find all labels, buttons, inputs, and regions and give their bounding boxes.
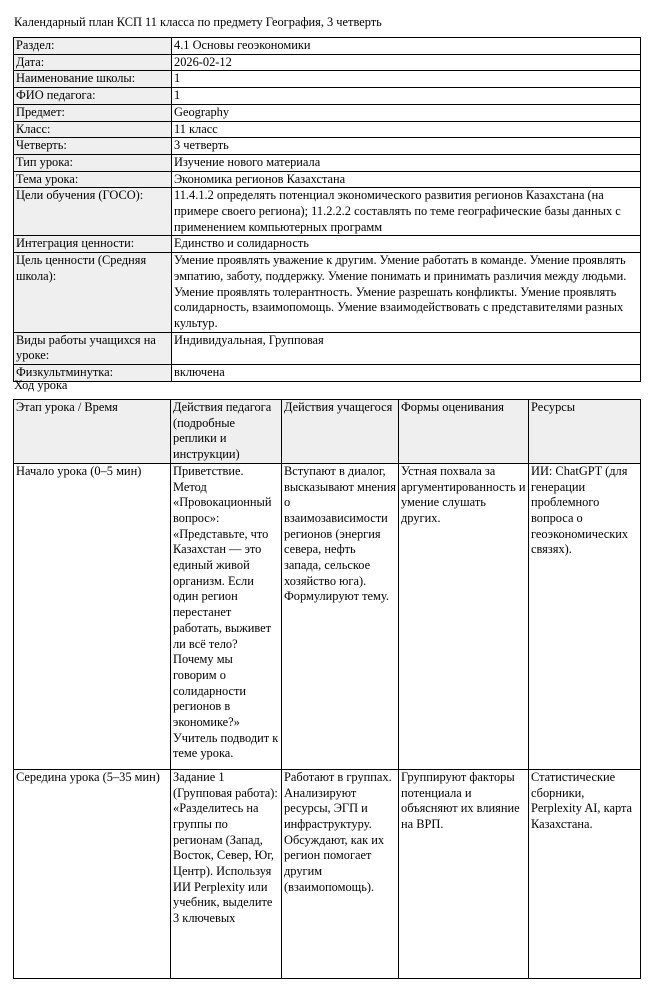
info-row bbox=[14, 171, 641, 188]
info-value: Индивидуальная, Групповая bbox=[172, 332, 641, 364]
lesson-row-start bbox=[14, 463, 641, 769]
info-label: Дата: bbox=[14, 54, 172, 71]
lesson-info-table bbox=[13, 37, 641, 382]
header-student-actions: Действия учащегося bbox=[282, 400, 399, 464]
info-label: ФИО педагога: bbox=[14, 88, 172, 105]
assessment-cell: Группируют факторы потенциала и объясняют их влияние на ВРП. bbox=[399, 769, 529, 978]
student-actions-cell: Вступают в диалог, высказывают мнения о взаимозависимости регионов (энергия севера, нефть запада, сельское хозяйство юга). Формулируют тему. bbox=[282, 463, 399, 769]
info-value: 1 bbox=[172, 88, 641, 105]
page-title: Календарный план КСП 11 класса по предмету География, 3 четверть bbox=[14, 15, 382, 29]
resources-cell: ИИ: ChatGPT (для генерации проблемного вопроса о геоэкономических связях). bbox=[529, 463, 641, 769]
stage-cell: Середина урока (5–35 мин) bbox=[14, 769, 171, 978]
info-value: 11.4.1.2 определять потенциал экономического развития регионов Казахстана (на примере своего региона); 11.2.2.2 составлять по теме географические базы данных с применением компьютерных программ bbox=[172, 188, 641, 236]
info-value: Экономика регионов Казахстана bbox=[172, 171, 641, 188]
lesson-row-middle bbox=[14, 769, 641, 978]
info-row bbox=[14, 121, 641, 138]
info-row bbox=[14, 236, 641, 253]
info-value: Единство и солидарность bbox=[172, 236, 641, 253]
info-label: Физкультминутка: bbox=[14, 365, 172, 382]
info-label: Виды работы учащихся на уроке: bbox=[14, 332, 172, 364]
info-label: Четверть: bbox=[14, 138, 172, 155]
stage-cell: Начало урока (0–5 мин) bbox=[14, 463, 171, 769]
info-row bbox=[14, 365, 641, 382]
info-value: включена bbox=[172, 365, 641, 382]
info-row bbox=[14, 154, 641, 171]
lesson-course-heading: Ход урока bbox=[14, 378, 68, 392]
info-row bbox=[14, 38, 641, 55]
info-value: Изучение нового материала bbox=[172, 154, 641, 171]
info-label: Цель ценности (Средняя школа): bbox=[14, 253, 172, 333]
info-value: 11 класс bbox=[172, 121, 641, 138]
teacher-actions-cell: Приветствие. Метод «Провокационный вопрос»: «Представьте, что Казахстан — это единый живой организм. Если один регион перестанет работать, выживет ли всё тело? Почему мы говорим о солидарности регионов в экономике?» Учитель подводит к теме урока. bbox=[171, 463, 282, 769]
student-actions-cell: Работают в группах. Анализируют ресурсы, ЭГП и инфраструктуру. Обсуждают, как их регион помогает другим (взаимопомощь). bbox=[282, 769, 399, 978]
info-row bbox=[14, 71, 641, 88]
lesson-flow-table bbox=[13, 399, 641, 979]
info-label: Класс: bbox=[14, 121, 172, 138]
info-label: Тема урока: bbox=[14, 171, 172, 188]
info-row bbox=[14, 88, 641, 105]
info-label: Цели обучения (ГОСО): bbox=[14, 188, 172, 236]
header-resources: Ресурсы bbox=[529, 400, 641, 464]
header-assessment: Формы оценивания bbox=[399, 400, 529, 464]
info-label: Тип урока: bbox=[14, 154, 172, 171]
info-value: 1 bbox=[172, 71, 641, 88]
info-row bbox=[14, 54, 641, 71]
assessment-cell: Устная похвала за аргументированность и умение слушать других. bbox=[399, 463, 529, 769]
info-label: Предмет: bbox=[14, 104, 172, 121]
info-value: 4.1 Основы геоэкономики bbox=[172, 38, 641, 55]
header-stage: Этап урока / Время bbox=[14, 400, 171, 464]
info-row bbox=[14, 332, 641, 364]
info-row bbox=[14, 138, 641, 155]
info-value: 3 четверть bbox=[172, 138, 641, 155]
info-row bbox=[14, 253, 641, 333]
info-value: 2026-02-12 bbox=[172, 54, 641, 71]
info-value: Geography bbox=[172, 104, 641, 121]
info-label: Интеграция ценности: bbox=[14, 236, 172, 253]
info-row bbox=[14, 188, 641, 236]
info-label: Наименование школы: bbox=[14, 71, 172, 88]
info-label: Раздел: bbox=[14, 38, 172, 55]
header-teacher-actions: Действия педагога (подробные реплики и инструкции) bbox=[171, 400, 282, 464]
teacher-actions-cell: Задание 1 (Групповая работа): «Разделитесь на группы по регионам (Запад, Восток, Север, Юг, Центр). Используя ИИ Perplexity или учебник, выделите 3 ключевых bbox=[171, 769, 282, 978]
resources-cell: Статистические сборники, Perplexity AI, карта Казахстана. bbox=[529, 769, 641, 978]
info-row bbox=[14, 104, 641, 121]
info-value: Умение проявлять уважение к другим. Умение работать в команде. Умение проявлять эмпатию, заботу, поддержку. Умение понимать и принимать различия между людьми. Умение проявлять толерантность. Умение разрешать конфликты. Умение проявлять солидарность, взаимопомощь. Умение взаимодействовать с представителями разных культур. bbox=[172, 253, 641, 333]
lesson-flow-header-row bbox=[14, 400, 641, 464]
